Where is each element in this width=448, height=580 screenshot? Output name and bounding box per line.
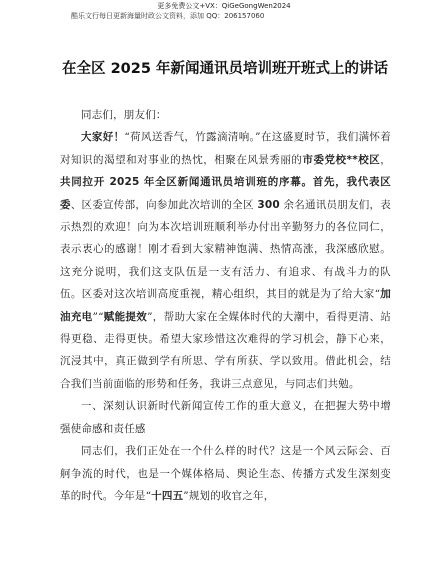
run: 赋能提效 xyxy=(103,310,148,323)
section-heading-1: 一、深刻认识新时代新闻宣传工作的重大意义，在把握大势中增强使命感和责任感 xyxy=(60,400,391,435)
document-body xyxy=(60,104,391,507)
run: 余名通讯员朋友们，表示热烈的欢迎！向为本次培训班顺利举办付出辛勤努力的各位同仁，表示衷心的感谢！刚才看到大家精神饱满、热情高涨，我深感欣慰。这充分说明，我们这支队伍是一支有活力、有追求、有战斗力的队伍。区委对这次培训高度重视，精心组织，其目的就是为了给大家“ xyxy=(60,198,391,301)
paragraph-2 xyxy=(60,440,391,507)
document-title: 在全区 2025 年新闻通讯员培训班开班式上的讲话 xyxy=(62,61,388,77)
run: ”规划的收官之年， xyxy=(183,489,275,502)
run: ”“ xyxy=(92,310,104,323)
paragraph-1 xyxy=(60,126,391,395)
run: 同志们，我们正处在一个什么样的时代？这是一个风云际会、百舸争流的时代，也是一个媒体格局、舆论生态、传播方式发生深刻变革的时代。今年是“ xyxy=(60,445,391,502)
run: ”，帮助大家在全媒体时代的大潮中，看得更清、站得更稳、走得更快。希望大家珍惜这次难得的学习机会，静下心来，沉浸其中，真正做到学有所思、学有所获、学以致用。借此机会，结合我们当前面临的形势和任务，我讲三点意见，与同志们共勉。 xyxy=(60,310,391,390)
run: 十四五 xyxy=(151,489,184,502)
greeting: 同志们，朋友们： xyxy=(81,109,167,121)
run: ， xyxy=(380,153,391,166)
run: 加油充电 xyxy=(60,288,392,323)
header-note: 酷乐文行每日更新海量时政公文资料，添加 QQ：206157060 xyxy=(71,12,265,20)
top-banner: 更多免费公文+VX：QiGeGongWen2024 xyxy=(157,2,291,10)
run: 共同拉开 2025 年全区新闻通讯员培训班的序幕。首先，我代表区委 xyxy=(60,176,391,211)
run: 300 xyxy=(257,198,280,211)
run: “荷风送香气，竹露滴清响。”在这盛夏时节，我们满怀着对知识的渴望和对事业的热忱，相聚在风景秀丽的 xyxy=(60,131,391,166)
run: 大家好！ xyxy=(81,131,125,144)
run: 市委党校**校区 xyxy=(302,153,381,166)
run: 、区委宣传部，向参加此次培训的全区 xyxy=(70,198,258,211)
